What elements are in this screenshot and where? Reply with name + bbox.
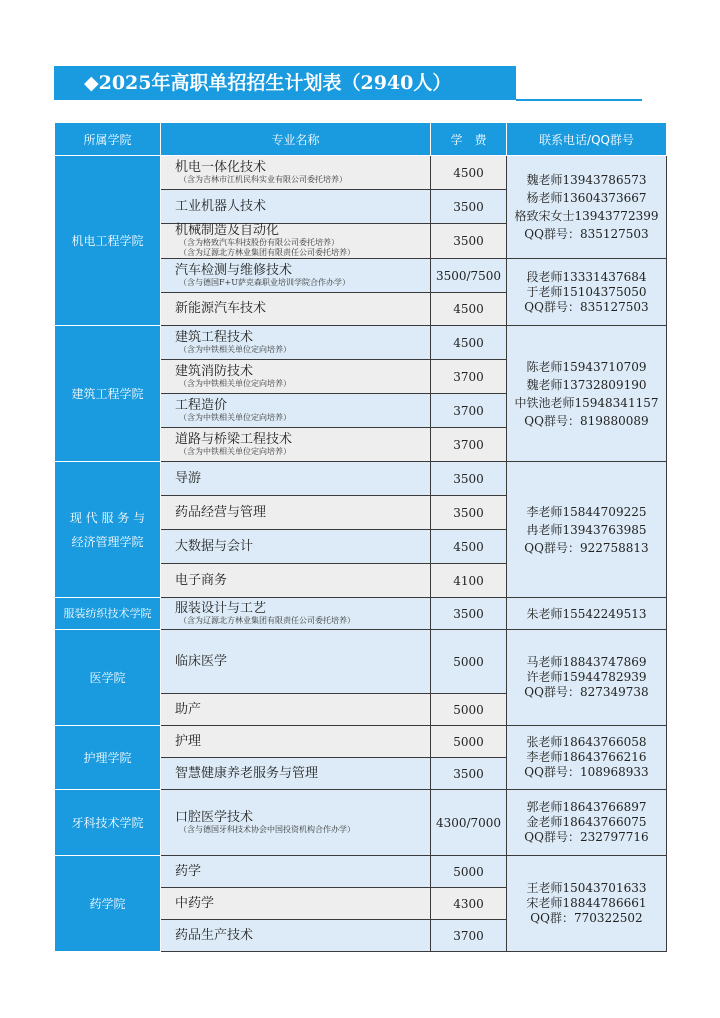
major-name: 工业机器人技术 [175,198,267,214]
major-note: （含为辽源北方林业集团有限责任公司委托培养） [179,615,355,625]
fee-cell: 3500 [431,190,507,224]
major-note: （含为中铁相关单位定向培养） [179,446,291,456]
major-cell [161,156,431,190]
school-cell: 护理学院 [55,726,161,790]
fee-cell: 5000 [431,694,507,726]
fee-cell: 5000 [431,856,507,888]
major-name: 药品生产技术 [175,927,254,943]
contact-line: 许老师15944782939 [526,670,647,684]
fee-cell: 4500 [431,326,507,360]
fee-cell: 3700 [431,428,507,462]
major-note: （含为中铁相关单位定向培养） [179,412,291,422]
school-name-line: 现 代 服 务 与 [69,510,146,525]
major-name: 中药学 [175,895,215,911]
fee-cell: 4500 [431,156,507,190]
major-note: （含为中铁相关单位定向培养） [179,378,291,388]
fee-cell: 4500 [431,530,507,564]
major-cell [161,630,431,694]
contact-cell [507,790,667,856]
table-row [55,156,667,190]
major-cell [161,530,431,564]
contact-line: 金老师18643766075 [526,815,647,829]
header-fee: 学 费 [431,123,507,156]
contact-line: 王老师15043701633 [526,881,647,895]
major-name: 助产 [175,701,202,717]
header-major: 专业名称 [161,123,431,156]
fee-cell: 4300/7000 [431,790,507,856]
major-cell [161,259,431,293]
major-cell [161,462,431,496]
major-cell [161,758,431,790]
major-name: 护理 [175,733,202,749]
contact-line: 李老师18643766216 [526,750,647,764]
major-name: 工程造价 [175,397,228,413]
major-name: 建筑消防技术 [175,363,254,379]
contact-line: 杨老师13604373667 [526,191,647,205]
major-cell [161,920,431,952]
major-name: 大数据与会计 [175,538,254,554]
page-title: ◆2025年高职单招招生计划表（2940人） [54,66,516,100]
contact-line: 马老师18843747869 [526,655,647,669]
major-name: 临床医学 [175,653,228,669]
major-note: （含为吉林市江机民科实业有限公司委托培养） [179,174,347,184]
fee-cell: 4100 [431,564,507,598]
major-name: 电子商务 [175,572,228,588]
major-note: （含为中铁相关单位定向培养） [179,344,291,354]
school-cell: 药学院 [55,856,161,952]
major-cell [161,856,431,888]
school-cell: 建筑工程学院 [55,326,161,462]
contact-line: 张老师18643766058 [526,735,647,749]
contact-line: 陈老师15943710709 [526,359,647,374]
fee-cell: 3500 [431,496,507,530]
major-note: （含与德国牙科技术协会中国投资机构合作办学） [179,824,355,834]
major-cell [161,888,431,920]
major-cell [161,428,431,462]
major-cell [161,293,431,326]
contact-line: QQ群号：819880089 [524,413,649,428]
contact-cell [507,856,667,952]
major-note: （含为格致汽车科技股份有限公司委托培养） [179,238,339,247]
major-cell [161,694,431,726]
enrollment-plan-table [54,122,667,952]
contact-cell [507,598,667,630]
fee-cell: 4500 [431,293,507,326]
major-name: 机电一体化技术 [175,159,267,175]
fee-cell: 3700 [431,394,507,428]
table-row [55,856,667,888]
major-cell [161,190,431,224]
contact-line: 段老师13331437684 [526,269,647,284]
contact-line: 李老师15844709225 [526,504,647,519]
fee-cell: 4300 [431,888,507,920]
school-cell: 服装纺织技术学院 [55,598,161,630]
contact-line: 魏老师13732809190 [526,377,647,392]
major-note: （含与德国F+U萨克森职业培训学院合作办学） [179,277,350,287]
major-note: （含为辽源北方林业集团有限责任公司委托培养） [179,248,355,257]
major-name: 建筑工程技术 [175,329,254,345]
major-cell [161,394,431,428]
school-name-line: 经济管理学院 [71,534,144,549]
contact-line: QQ群：770322502 [530,911,643,925]
contact-line: 冉老师13943763985 [526,522,647,537]
contact-cell [507,156,667,259]
contact-line: 郭老师18643766897 [526,800,647,814]
table-row [55,790,667,856]
contact-line: QQ群号：827349738 [524,685,649,699]
school-cell: 机电工程学院 [55,156,161,326]
header-contact: 联系电话/QQ群号 [507,123,667,156]
table-row [55,462,667,496]
major-name: 服装设计与工艺 [175,600,267,616]
table-row [55,598,667,630]
major-name: 汽车检测与维修技术 [175,262,293,278]
major-name: 口腔医学技术 [175,809,254,825]
contact-cell [507,462,667,598]
contact-line: 格致宋女士13943772399 [514,209,659,223]
fee-cell: 3500 [431,462,507,496]
contact-cell [507,726,667,790]
title-underline [516,99,642,101]
school-cell: 牙科技术学院 [55,790,161,856]
table-row [55,326,667,360]
fee-cell: 3500 [431,758,507,790]
school-cell: 医学院 [55,630,161,726]
contact-line: QQ群号：835127503 [524,227,649,241]
contact-line: QQ群号：232797716 [524,830,649,844]
major-name: 道路与桥梁工程技术 [175,431,293,447]
contact-line: QQ群号：108968933 [524,765,649,779]
table-header-row [55,123,667,156]
major-cell [161,224,431,259]
contact-line: 于老师15104375050 [526,284,647,299]
major-name: 机械制造及自动化 [175,223,280,238]
contact-line: 朱老师15542249513 [526,606,647,621]
table-row [55,630,667,694]
fee-cell: 3700 [431,360,507,394]
contact-line: 魏老师13943786573 [526,173,647,187]
contact-line: 中铁池老师15948341157 [514,395,659,410]
major-name: 药品经营与管理 [175,504,267,520]
fee-cell: 3500 [431,598,507,630]
fee-cell: 3500/7500 [431,259,507,293]
fee-cell: 3500 [431,224,507,259]
major-cell [161,726,431,758]
contact-cell [507,326,667,462]
major-name: 新能源汽车技术 [175,301,267,316]
contact-line: 宋老师18844786661 [526,896,647,910]
fee-cell: 3700 [431,920,507,952]
major-name: 智慧健康养老服务与管理 [175,765,319,781]
contact-cell [507,259,667,326]
major-cell [161,564,431,598]
contact-line: QQ群号：922758813 [524,540,649,555]
major-cell [161,598,431,630]
major-name: 药学 [175,863,202,879]
contact-cell [507,630,667,726]
major-cell [161,326,431,360]
table-row [55,726,667,758]
contact-line: QQ群号：835127503 [524,299,649,314]
major-name: 导游 [175,470,202,486]
major-cell [161,496,431,530]
major-cell [161,360,431,394]
fee-cell: 5000 [431,726,507,758]
fee-cell: 5000 [431,630,507,694]
header-school: 所属学院 [55,123,161,156]
school-cell [55,462,161,598]
major-cell [161,790,431,856]
